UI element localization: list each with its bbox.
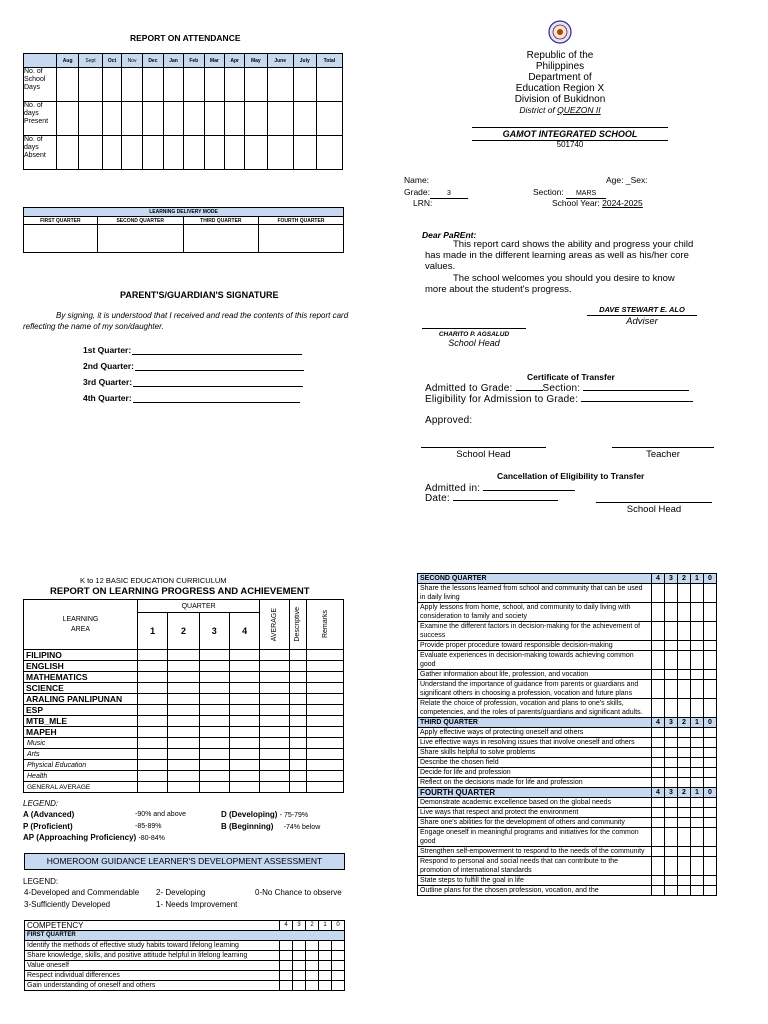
month-header: July <box>293 54 316 68</box>
month-header: Nov <box>122 54 143 68</box>
mapeh-component: Arts <box>24 749 138 760</box>
competency-table-2 <box>417 573 717 896</box>
row-label: No. of days Absent <box>24 136 57 170</box>
district-value: QUEZON II <box>557 105 601 115</box>
competency-row <box>418 728 717 738</box>
mapeh-component: Music <box>24 738 138 749</box>
ldm-quarter: FOURTH QUARTER <box>258 217 343 225</box>
competency-text: Demonstrate academic excellence based on the global needs <box>418 798 652 808</box>
competency-row <box>418 641 717 651</box>
scale-header: 4 <box>652 788 665 798</box>
competency-text: Respect individual differences <box>25 971 280 981</box>
adviser-signature <box>587 305 697 327</box>
competency-text: Gain understanding of oneself and others <box>25 981 280 991</box>
descriptive-header <box>289 600 307 650</box>
competency-text: Identify the methods of effective study habits toward lifelong learning <box>25 941 280 951</box>
subject-row <box>24 694 344 705</box>
ldm-title: LEARNING DELIVERY MODE <box>24 208 344 217</box>
competency-row <box>418 886 717 896</box>
competency-text: Engage oneself in meaningful programs and initiatives for the common good <box>418 828 652 847</box>
school-head-role: School Head <box>448 338 500 348</box>
q1-signature-line[interactable] <box>83 345 302 355</box>
attendance-table <box>23 53 343 170</box>
legend-approaching <box>23 833 165 842</box>
section-label: Section: <box>533 187 564 197</box>
parent-signature-text: By signing, it is understood that I received and read the contents of this report card reflecting the name of my son/daughter. <box>23 311 349 331</box>
mapeh-row <box>24 749 344 760</box>
attendance-title: REPORT ON ATTENDANCE <box>130 33 241 43</box>
scale-header: 2 <box>678 788 691 798</box>
date-label: Date: <box>425 493 450 504</box>
scale-header: 2 <box>306 921 319 931</box>
competency-text: Evaluate experiences in decision-making towards achieving common good <box>418 651 652 670</box>
q-header: 4 <box>229 613 259 650</box>
scale-header: 4 <box>652 574 665 584</box>
transfer-section-label: Section: <box>542 383 581 394</box>
legend-proficient <box>23 822 73 831</box>
age-sex-field[interactable] <box>606 175 648 185</box>
competency-row <box>418 778 717 788</box>
q4-label: 4th Quarter: <box>83 393 132 403</box>
quarter-heading: THIRD QUARTER <box>418 718 652 728</box>
grades-title: REPORT ON LEARNING PROGRESS AND ACHIEVEMENT <box>50 586 310 597</box>
school-head-name: CHARITO P. AGSALUD <box>422 328 526 338</box>
homeroom-title: HOMEROOM GUIDANCE LEARNER'S DEVELOPMENT ASSESSMENT <box>24 853 345 870</box>
mapeh-component: Health <box>24 771 138 782</box>
row-label: No. of School Days <box>24 68 57 102</box>
curriculum-label: K to 12 BASIC EDUCATION CURRICULUM <box>80 576 227 585</box>
attendance-corner <box>24 54 57 68</box>
sy-label: School Year: <box>552 198 600 208</box>
competency-row <box>25 971 345 981</box>
attendance-row <box>24 136 343 170</box>
section-value: MARS <box>566 190 606 199</box>
school-year-field <box>552 198 643 208</box>
competency-row <box>418 748 717 758</box>
scale-header: 1 <box>319 921 332 931</box>
homeroom-legend-title: LEGEND: <box>23 877 59 886</box>
mapeh-row <box>24 760 344 771</box>
transfer-teacher-line: Teacher <box>612 447 714 460</box>
quarter-heading: SECOND QUARTER <box>418 574 652 584</box>
header-line: Republic of the <box>526 50 594 61</box>
competency-row <box>25 961 345 971</box>
homeroom-legend-2: 2- Developing <box>156 888 206 897</box>
sex-label: _Sex: <box>625 175 648 185</box>
month-header: Total <box>316 54 342 68</box>
deped-header <box>480 50 640 116</box>
letter-paragraph-2: The school welcomes you should you desire to know more about the student's progress. <box>425 273 675 295</box>
competency-text: Understand the importance of guidance from parents or guardians and significant others in choosing a profession, vocation and future plans <box>418 680 652 699</box>
sy-value: 2024-2025 <box>602 198 643 208</box>
q-header: 2 <box>168 613 199 650</box>
district-label: District of <box>519 105 555 115</box>
average-header <box>260 600 289 650</box>
subject-row <box>24 727 344 738</box>
scale-header: 1 <box>691 788 704 798</box>
scale-header: 0 <box>704 788 717 798</box>
parent-signature-title: PARENT'S/GUARDIAN'S SIGNATURE <box>120 290 279 300</box>
competency-text: Decide for life and profession <box>418 768 652 778</box>
deped-seal-icon <box>548 20 572 44</box>
competency-text: Share skills helpful to solve problems <box>418 748 652 758</box>
scale-header: 3 <box>665 574 678 584</box>
month-header: Aug <box>57 54 79 68</box>
competency-row <box>418 808 717 818</box>
ldm-quarter: SECOND QUARTER <box>97 217 183 225</box>
competency-text: Share knowledge, skills, and positive attitude helpful in lifelong learning <box>25 951 280 961</box>
adviser-role: Adviser <box>626 316 658 327</box>
letter-paragraph-1: This report card shows the ability and progress your child has made in the different learning areas as well as his/her core values. <box>425 239 694 272</box>
competency-text: State steps to fulfill the goal in life <box>418 876 652 886</box>
competency-text: Provide proper procedure toward responsible decision-making <box>418 641 652 651</box>
learning-delivery-mode-table <box>23 207 344 253</box>
subject-row <box>24 672 344 683</box>
month-header: Dec <box>142 54 163 68</box>
competency-row <box>25 981 345 991</box>
area-label-1: LEARNING <box>62 615 99 623</box>
month-header: Oct <box>102 54 121 68</box>
certificate-title: Certificate of Transfer <box>527 372 615 382</box>
row-label: No. of days Present <box>24 102 57 136</box>
legend-advanced <box>23 810 74 819</box>
homeroom-legend-4: 4-Developed and Commendable <box>24 888 140 897</box>
competency-text: Value oneself <box>25 961 280 971</box>
header-line: Philippines <box>535 61 585 72</box>
month-header: June <box>267 54 293 68</box>
legend-a: A (Advanced) <box>23 810 75 819</box>
name-label: Name: <box>404 175 430 185</box>
area-label-2: AREA <box>70 625 91 633</box>
age-label: Age: <box>606 175 624 185</box>
scale-header: 1 <box>691 574 704 584</box>
cancel-school-head-line: School Head <box>596 502 712 515</box>
competency-text: Share one's abilities for the development of others and community <box>418 818 652 828</box>
competency-text: Live ways that respect and protect the environment <box>418 808 652 818</box>
q4-signature-line[interactable] <box>83 393 300 403</box>
scale-header: 2 <box>678 574 691 584</box>
lrn-label: LRN: <box>413 198 433 208</box>
competency-row <box>418 847 717 857</box>
q3-signature-line[interactable] <box>83 377 303 387</box>
scale-header: 4 <box>280 921 293 931</box>
legend-b-range: -74% below <box>283 824 321 831</box>
eligibility-label: Eligibility for Admission to Grade: <box>425 394 579 405</box>
subject-row <box>24 716 344 727</box>
descriptive-label: Descriptive <box>294 607 302 642</box>
competency-row <box>25 951 345 961</box>
legend-ap-range: -80-84% <box>138 835 165 842</box>
homeroom-legend-1: 1- Needs Improvement <box>156 900 238 909</box>
subject-name: SCIENCE <box>24 683 138 694</box>
competency-row <box>418 670 717 680</box>
competency-header: COMPETENCY <box>25 921 280 931</box>
competency-row <box>418 768 717 778</box>
month-header: Sept <box>79 54 102 68</box>
ldm-quarter: FIRST QUARTER <box>24 217 98 225</box>
homeroom-legend-0: 0-No Chance to observe <box>255 888 342 897</box>
remarks-header <box>307 600 344 650</box>
approved-label: Approved: <box>425 415 473 426</box>
subject-row <box>24 650 344 661</box>
transfer-school-head-line: School Head <box>421 447 546 460</box>
competency-text: Respond to personal and social needs that can contribute to the promotion of international standards <box>418 857 652 876</box>
subject-name: MAPEH <box>24 727 138 738</box>
grade-label: Grade: <box>404 187 430 197</box>
competency-row <box>418 680 717 699</box>
header-line: Department of <box>528 72 592 83</box>
competency-text: Share the lessons learned from school and community that can be used in daily living <box>418 584 652 603</box>
subject-row <box>24 683 344 694</box>
competency-row <box>418 758 717 768</box>
competency-row <box>418 828 717 847</box>
quarter-heading: FOURTH QUARTER <box>418 788 652 798</box>
header-line: Education Region X <box>515 83 605 94</box>
competency-row <box>418 603 717 622</box>
legend-a-range: -90% and above <box>135 811 186 818</box>
subject-name: ARALING PANLIPUNAN <box>24 694 138 705</box>
grade-value: 3 <box>430 190 468 199</box>
month-header: Jan <box>164 54 184 68</box>
competency-text: Strengthen self-empowerment to respond to the needs of the community <box>418 847 652 857</box>
month-header: Apr <box>225 54 245 68</box>
competency-text: Examine the different factors in decision-making for the achievement of success <box>418 622 652 641</box>
subject-row <box>24 661 344 672</box>
competency-text: Gather information about life, profession, and vocation <box>418 670 652 680</box>
q-header: 3 <box>199 613 229 650</box>
q1-label: 1st Quarter: <box>83 345 132 355</box>
cancellation-title: Cancellation of Eligibility to Transfer <box>497 471 645 481</box>
ldm-quarter: THIRD QUARTER <box>183 217 258 225</box>
school-id: 501740 <box>556 140 584 149</box>
competency-row <box>418 651 717 670</box>
admitted-label: Admitted to Grade: <box>425 383 513 394</box>
competency-text: Apply lessons from home, school, and community to daily living with consideration to family and society <box>418 603 652 622</box>
competency-row <box>418 584 717 603</box>
competency-table-1 <box>24 920 345 991</box>
scale-header: 0 <box>704 718 717 728</box>
competency-row <box>418 798 717 808</box>
legend-d: D (Developing) <box>221 810 278 819</box>
competency-row <box>25 941 345 951</box>
subject-name: FILIPINO <box>24 650 138 661</box>
scale-header: 0 <box>704 574 717 584</box>
admitted-in-label: Admitted in: <box>425 483 481 494</box>
legend-p-range: -85-89% <box>135 823 162 830</box>
subject-row <box>24 705 344 716</box>
eligibility-line[interactable] <box>425 393 693 405</box>
month-header: Feb <box>184 54 205 68</box>
legend-p: P (Proficient) <box>23 822 73 831</box>
adviser-name: DAVE STEWART E. ALO <box>587 305 697 316</box>
subject-name: ESP <box>24 705 138 716</box>
learning-area-header <box>24 600 138 650</box>
mapeh-row <box>24 738 344 749</box>
scale-header: 3 <box>665 718 678 728</box>
subject-name: ENGLISH <box>24 661 138 672</box>
attendance-row <box>24 68 343 102</box>
date-line[interactable] <box>425 492 558 504</box>
scale-header: 0 <box>332 921 345 931</box>
q3-label: 3rd Quarter: <box>83 377 133 387</box>
competency-row <box>418 622 717 641</box>
competency-row <box>418 876 717 886</box>
scale-header: 2 <box>678 718 691 728</box>
subject-name: MATHEMATICS <box>24 672 138 683</box>
competency-row <box>418 857 717 876</box>
mapeh-component: Physical Education <box>24 760 138 771</box>
remarks-label: Remarks <box>321 610 329 639</box>
general-average-row <box>24 782 344 793</box>
scale-header: 4 <box>652 718 665 728</box>
district-line <box>480 105 640 116</box>
average-label: AVERAGE <box>270 607 278 642</box>
q2-signature-line[interactable] <box>83 361 304 371</box>
legend-beginning <box>221 822 320 831</box>
competency-text: Reflect on the decisions made for life and profession <box>418 778 652 788</box>
competency-text: Relate the choice of profession, vocation and plans to one's skills, competencies, and the roles of parents/guardians and significant adults. <box>418 699 652 718</box>
general-average-label: GENERAL AVERAGE <box>24 782 138 793</box>
competency-row <box>418 699 717 718</box>
competency-text: Apply effective ways of protecting oneself and others <box>418 728 652 738</box>
month-header: Mar <box>204 54 225 68</box>
competency-text: Describe the chosen field <box>418 758 652 768</box>
competency-text: Live effective ways in resolving issues that involve oneself and others <box>418 738 652 748</box>
scale-header: 1 <box>691 718 704 728</box>
mapeh-row <box>24 771 344 782</box>
month-header: May <box>245 54 267 68</box>
legend-ap: AP (Approaching Proficiency) <box>23 833 137 842</box>
legend-b: B (Beginning) <box>221 822 274 831</box>
legend-d-range: - 75-79% <box>279 812 309 819</box>
letter-greeting: Dear PaREnt: <box>422 230 477 240</box>
school-name: GAMOT INTEGRATED SCHOOL <box>472 127 668 141</box>
q2-label: 2nd Quarter: <box>83 361 135 371</box>
scale-header: 3 <box>665 788 678 798</box>
competency-row <box>418 818 717 828</box>
school-head-signature <box>422 328 526 348</box>
legend-title: LEGEND: <box>23 799 59 808</box>
homeroom-legend-3: 3-Sufficiently Developed <box>24 900 111 909</box>
header-line: Division of Bukidnon <box>514 94 606 105</box>
q-header: 1 <box>137 613 167 650</box>
competency-row <box>418 738 717 748</box>
legend-developing <box>221 810 308 819</box>
competency-text: Outline plans for the chosen profession, vocation, and the <box>418 886 652 896</box>
quarter-heading: FIRST QUARTER <box>25 931 345 941</box>
subject-name: MTB_MLE <box>24 716 138 727</box>
quarter-header: QUARTER <box>137 600 259 613</box>
grades-table <box>23 599 344 793</box>
attendance-row <box>24 102 343 136</box>
scale-header: 3 <box>293 921 306 931</box>
